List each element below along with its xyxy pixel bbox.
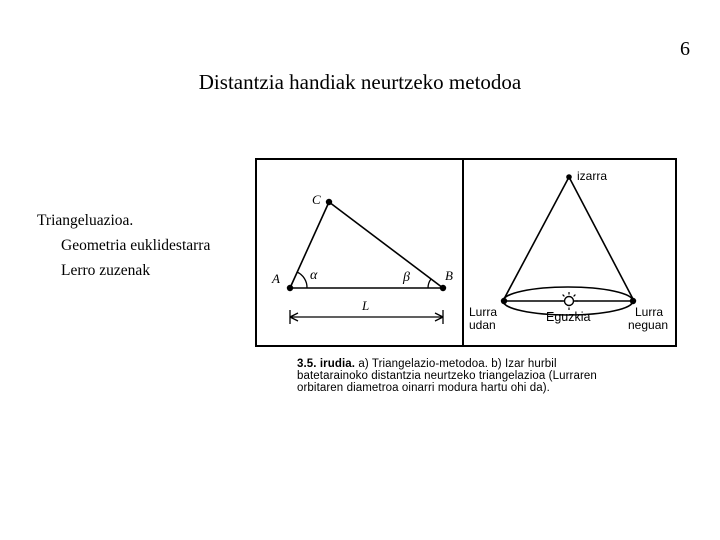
left-panel <box>271 192 453 324</box>
angle-alpha-arc <box>297 272 307 288</box>
label-star: izarra <box>577 169 608 183</box>
earth-winter-marker <box>630 298 636 304</box>
angle-beta-arc <box>428 279 431 288</box>
star-marker <box>566 174 572 180</box>
label-b: B <box>445 268 453 283</box>
caption-line-3: orbitaren diametroa oinarri modura hartu ohi da). <box>297 382 550 394</box>
label-sun: Eguzkia <box>546 310 591 324</box>
bullet-sub-2: Lerro zuzenak <box>61 262 151 279</box>
caption-line-1 <box>297 358 647 370</box>
label-l: L <box>362 298 370 313</box>
side-cb <box>329 202 443 288</box>
caption-text-1: a) Triangelazio-metodoa. b) Izar hurbil <box>355 358 557 370</box>
page-title: Distantzia handiak neurtzeko metodoa <box>198 70 522 94</box>
label-earth-winter-1: Lurra <box>635 305 664 319</box>
bullet-list <box>37 208 210 283</box>
point-a-marker <box>287 285 293 291</box>
point-b-marker <box>440 285 446 291</box>
caption-lead: 3.5. irudia. <box>297 358 356 370</box>
figure-frame <box>256 159 676 346</box>
point-c-marker <box>326 199 332 205</box>
label-c: C <box>312 192 321 207</box>
figure-caption <box>297 358 647 394</box>
label-beta: β <box>403 270 410 285</box>
caption-line-2: batetarainoko distantzia neurtzeko triangelazioa (Lurraren <box>297 370 597 382</box>
right-panel <box>469 169 668 332</box>
page-number: 6 <box>680 38 690 60</box>
sightline-winter <box>569 177 633 299</box>
label-a: A <box>272 271 280 286</box>
label-earth-summer-1: Lurra <box>469 305 498 319</box>
label-alpha: α <box>310 268 318 283</box>
bullet-sub-1: Geometria euklidestarra <box>61 237 211 254</box>
bullet-main: Triangeluazioa. <box>37 212 134 229</box>
label-earth-winter-2: neguan <box>628 318 669 332</box>
sightline-summer <box>504 177 569 299</box>
label-earth-summer-2: udan <box>469 318 496 332</box>
earth-summer-marker <box>501 298 507 304</box>
